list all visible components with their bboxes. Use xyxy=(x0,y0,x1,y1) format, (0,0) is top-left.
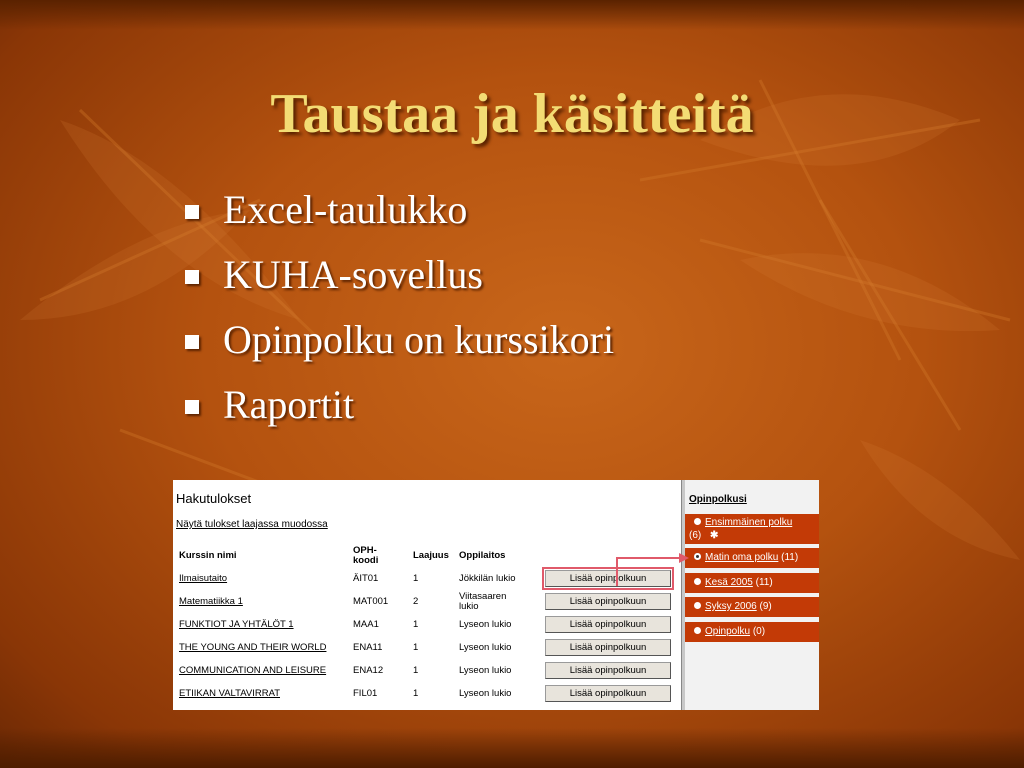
course-link[interactable]: FUNKTIOT JA YHTÄLÖT 1 xyxy=(179,619,294,630)
add-to-path-button[interactable]: Lisää opinpolkuun xyxy=(545,685,671,702)
sidebar-item-path[interactable] xyxy=(685,573,819,593)
scope-cell: 1 xyxy=(413,619,419,630)
scope-cell: 1 xyxy=(413,573,419,584)
bullet-item xyxy=(185,380,614,445)
school-cell: Jökkilän lukio xyxy=(459,573,516,584)
bullet-item xyxy=(185,250,614,315)
path-count: (11) xyxy=(781,552,799,563)
column-header: Oppilaitos xyxy=(459,549,506,561)
bullet-text: Raportit xyxy=(223,382,355,427)
school-cell: Lyseon lukio xyxy=(459,665,512,676)
slide-title: Taustaa ja käsitteitä xyxy=(270,83,754,145)
path-label[interactable]: Kesä 2005 xyxy=(705,577,753,588)
path-label[interactable]: Opinpolku xyxy=(705,626,751,637)
bullet-text: KUHA-sovellus xyxy=(223,252,483,297)
scope-cell: 1 xyxy=(413,665,419,676)
code-cell: MAT001 xyxy=(353,596,389,607)
table-row xyxy=(176,567,680,590)
school-cell: Lyseon lukio xyxy=(459,688,512,699)
code-cell: ENA11 xyxy=(353,642,383,653)
table-row xyxy=(176,659,680,682)
course-name-cell xyxy=(176,567,350,590)
results-heading: Hakutulokset xyxy=(176,491,252,506)
action-cell xyxy=(542,590,680,613)
course-link[interactable]: Ilmaisutaito xyxy=(179,573,228,584)
bullet-item xyxy=(185,315,614,380)
bullet-square-icon xyxy=(185,400,199,414)
course-name-cell xyxy=(176,613,350,636)
bullet-text: Excel-taulukko xyxy=(223,187,468,232)
bullet-list xyxy=(185,185,614,445)
add-to-path-button[interactable]: Lisää opinpolkuun xyxy=(545,639,671,656)
embedded-app-screenshot xyxy=(173,480,819,710)
table-header-row xyxy=(176,544,680,567)
bullet-square-icon xyxy=(185,270,199,284)
radio-selected-icon[interactable] xyxy=(694,553,701,560)
wide-view-link[interactable]: Näytä tulokset laajassa muodossa xyxy=(176,519,328,530)
search-results-panel xyxy=(173,480,681,710)
path-count: (0) xyxy=(752,626,766,637)
study-paths-sidebar xyxy=(685,480,819,710)
radio-icon[interactable] xyxy=(694,602,701,609)
code-cell: MAA1 xyxy=(353,619,379,630)
bullet-square-icon xyxy=(185,335,199,349)
table-row xyxy=(176,636,680,659)
course-name-cell xyxy=(176,590,350,613)
table-row xyxy=(176,590,680,613)
path-label[interactable]: Syksy 2006 xyxy=(705,601,757,612)
path-count: (9) xyxy=(759,601,772,612)
code-cell: ÄIT01 xyxy=(353,573,379,584)
scope-cell: 1 xyxy=(413,642,419,653)
school-text: Viitasaaren lukio xyxy=(459,590,507,612)
action-cell xyxy=(542,636,680,659)
course-link[interactable]: Matematiikka 1 xyxy=(179,596,243,607)
add-to-path-button[interactable]: Lisää opinpolkuun xyxy=(545,593,671,610)
column-header-text: OPH-koodi xyxy=(353,544,379,566)
bullet-square-icon xyxy=(185,205,199,219)
course-name-cell xyxy=(176,659,350,682)
sidebar-item-path[interactable] xyxy=(685,597,819,617)
sidebar-item-path[interactable] xyxy=(685,622,819,642)
school-cell: Lyseon lukio xyxy=(459,619,512,630)
scope-cell: 2 xyxy=(413,596,419,607)
course-link[interactable]: ETIIKAN VALTAVIRRAT xyxy=(179,688,280,699)
path-count: (6) xyxy=(689,530,702,541)
sidebar-item-path[interactable] xyxy=(685,514,819,544)
course-link[interactable]: COMMUNICATION AND LEISURE xyxy=(179,665,327,676)
column-header: Kurssin nimi xyxy=(179,549,237,561)
path-count: (11) xyxy=(755,577,773,588)
radio-icon[interactable] xyxy=(694,518,701,525)
puzzle-icon: ✱ xyxy=(710,530,719,541)
scope-cell: 1 xyxy=(413,688,419,699)
connector-arrow-icon xyxy=(613,550,693,590)
bullet-text: Opinpolku on kurssikori xyxy=(223,317,615,362)
action-cell xyxy=(542,659,680,682)
add-to-path-button[interactable]: Lisää opinpolkuun xyxy=(545,662,671,679)
radio-icon[interactable] xyxy=(694,627,701,634)
course-name-cell xyxy=(176,636,350,659)
results-table xyxy=(176,544,680,705)
action-cell xyxy=(542,613,680,636)
path-label[interactable]: Matin oma polku xyxy=(705,552,779,563)
add-to-path-button[interactable]: Lisää opinpolkuun xyxy=(545,570,671,587)
column-header: Laajuus xyxy=(413,549,449,561)
sidebar-item-path-selected[interactable] xyxy=(685,548,819,568)
sidebar-heading: Opinpolkusi xyxy=(689,494,747,505)
add-to-path-button[interactable]: Lisää opinpolkuun xyxy=(545,616,671,633)
course-link[interactable]: THE YOUNG AND THEIR WORLD xyxy=(179,642,327,653)
table-row xyxy=(176,682,680,705)
school-cell xyxy=(456,590,542,613)
course-name-cell xyxy=(176,682,350,705)
path-label[interactable]: Ensimmäinen polku xyxy=(705,517,793,528)
column-header xyxy=(350,544,410,567)
school-cell: Lyseon lukio xyxy=(459,642,512,653)
bullet-item xyxy=(185,185,614,250)
code-cell: FIL01 xyxy=(353,688,378,699)
radio-icon[interactable] xyxy=(694,578,701,585)
code-cell: ENA12 xyxy=(353,665,384,676)
table-row xyxy=(176,613,680,636)
action-cell xyxy=(542,682,680,705)
